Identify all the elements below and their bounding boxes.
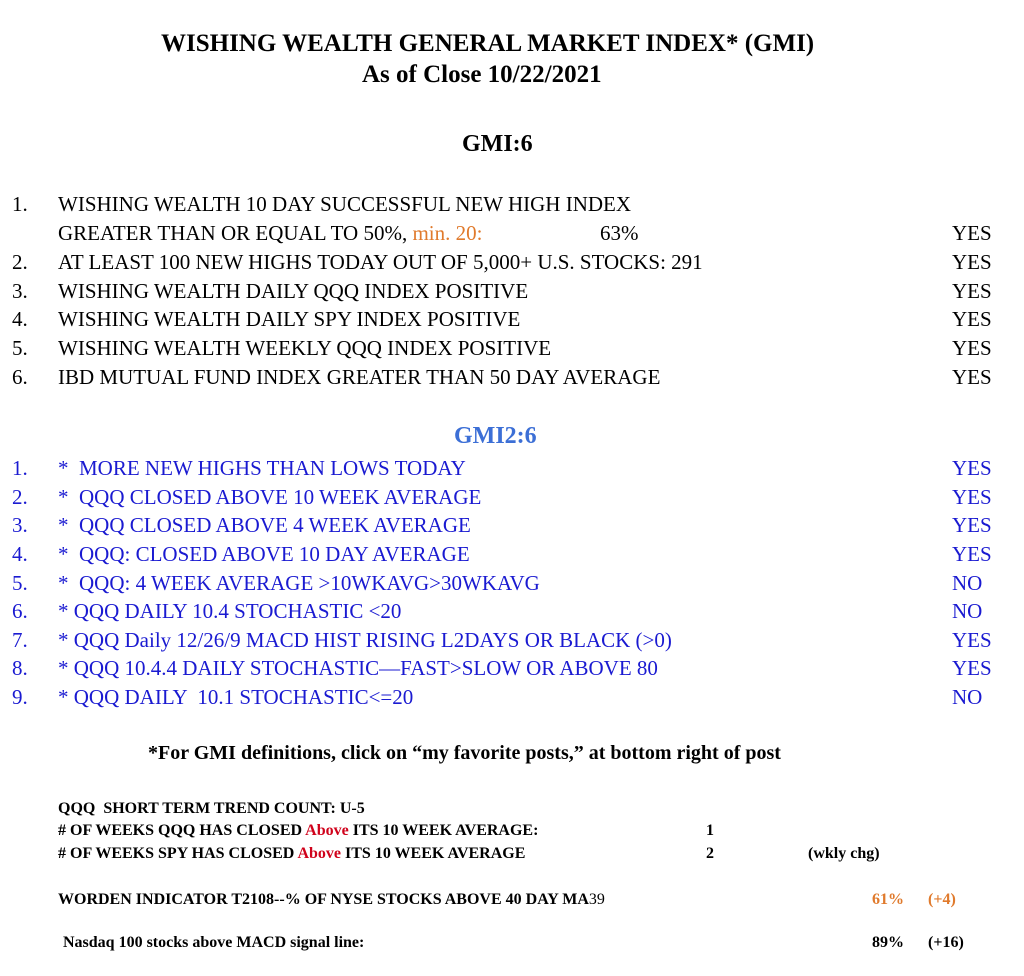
short-term-trend: QQQ SHORT TERM TREND COUNT: U-5 [58,800,365,817]
worden-label-main: WORDEN INDICATOR T2108--% OF NYSE STOCKS ABOVE 40 DAY MA [58,891,589,908]
gmi-item-answer: YES [952,336,992,360]
gmi-item-text: IBD MUTUAL FUND INDEX GREATER THAN 50 DAY AVERAGE [58,365,661,389]
gmi2-item-number: 8. [12,656,28,680]
gmi-item-text [58,221,482,246]
nasdaq-macd-change: (+16) [928,934,964,951]
gmi-item-number: 3. [12,279,28,303]
gmi2-item-number: 9. [12,685,28,709]
gmi-item-text: WISHING WEALTH WEEKLY QQQ INDEX POSITIVE [58,336,552,360]
spy-weeks-line [58,845,525,863]
gmi2-item-text: * QQQ: 4 WEEK AVERAGE >10WKAVG>30WKAVG [58,571,540,595]
gmi-item-number: 1. [12,192,28,216]
gmi2-item-answer: NO [952,685,983,709]
gmi2-item-number: 7. [12,628,28,652]
qqq-weeks-suffix: ITS 10 WEEK AVERAGE: [348,822,539,839]
nasdaq-macd-value: 89% [872,934,904,951]
gmi2-item-answer: YES [952,628,992,652]
gmi2-item-text: * MORE NEW HIGHS THAN LOWS TODAY [58,456,466,480]
qqq-weeks-prefix: # OF WEEKS QQQ HAS CLOSED [58,822,306,839]
gmi-item-text: WISHING WEALTH DAILY QQQ INDEX POSITIVE [58,279,529,303]
weekly-change-label: (wkly chg) [808,845,880,862]
gmi2-item-answer: YES [952,656,992,680]
gmi-item-value: 63% [600,221,639,245]
gmi-min-label: min. 20: [412,221,483,245]
gmi-item-answer: YES [952,279,992,303]
gmi-item-number: 5. [12,336,28,360]
spy-weeks-above: Above [297,845,342,862]
worden-change: (+4) [928,891,956,908]
gmi2-item-text: * QQQ DAILY 10.1 STOCHASTIC<=20 [58,685,414,709]
gmi-item-answer: YES [952,221,992,245]
definitions-note: *For GMI definitions, click on “my favorite posts,” at bottom right of post [148,742,781,764]
gmi-item-number: 2. [12,250,28,274]
worden-value: 61% [872,891,904,908]
gmi2-item-text: * QQQ Daily 12/26/9 MACD HIST RISING L2DAYS OR BLACK (>0) [58,628,672,652]
spy-weeks-suffix: ITS 10 WEEK AVERAGE [341,845,526,862]
spy-weeks-value: 2 [706,845,714,862]
gmi2-item-answer: YES [952,542,992,566]
gmi-item-text-main: GREATER THAN OR EQUAL TO 50%, [58,221,408,245]
qqq-weeks-line [58,822,538,840]
gmi2-heading: GMI2:6 [454,423,537,449]
gmi2-item-answer: YES [952,513,992,537]
gmi2-item-answer: NO [952,599,983,623]
gmi-item-text: AT LEAST 100 NEW HIGHS TODAY OUT OF 5,000+ U.S. STOCKS: 291 [58,250,703,274]
gmi2-item-number: 2. [12,485,28,509]
gmi2-item-text: * QQQ DAILY 10.4 STOCHASTIC <20 [58,599,402,623]
gmi2-item-number: 1. [12,456,28,480]
page-subtitle: As of Close 10/22/2021 [362,61,602,88]
worden-indicator-label [58,891,605,909]
qqq-weeks-value: 1 [706,822,714,839]
gmi-item-text: WISHING WEALTH 10 DAY SUCCESSFUL NEW HIGH INDEX [58,192,632,216]
gmi2-item-text: * QQQ 10.4.4 DAILY STOCHASTIC—FAST>SLOW OR ABOVE 80 [58,656,658,680]
gmi2-item-number: 3. [12,513,28,537]
gmi2-item-number: 4. [12,542,28,566]
worden-label-tail: 39 [588,891,605,908]
gmi-item-answer: YES [952,250,992,274]
gmi-item-answer: YES [952,365,992,389]
gmi-item-number: 6. [12,365,28,389]
gmi2-item-text: * QQQ CLOSED ABOVE 4 WEEK AVERAGE [58,513,471,537]
qqq-weeks-above: Above [305,822,349,839]
gmi-item-number: 4. [12,307,28,331]
gmi2-item-answer: NO [952,571,983,595]
gmi-heading: GMI:6 [462,131,533,157]
gmi-item-text: WISHING WEALTH DAILY SPY INDEX POSITIVE [58,307,521,331]
gmi2-item-text: * QQQ: CLOSED ABOVE 10 DAY AVERAGE [58,542,470,566]
gmi-item-answer: YES [952,307,992,331]
gmi2-item-text: * QQQ CLOSED ABOVE 10 WEEK AVERAGE [58,485,482,509]
page-title: WISHING WEALTH GENERAL MARKET INDEX* (GMI) [161,30,815,57]
nasdaq-macd-label: Nasdaq 100 stocks above MACD signal line: [63,934,365,951]
gmi2-item-number: 5. [12,571,28,595]
spy-weeks-prefix: # OF WEEKS SPY HAS CLOSED [58,845,298,862]
gmi2-item-answer: YES [952,456,992,480]
gmi2-item-answer: YES [952,485,992,509]
gmi2-item-number: 6. [12,599,28,623]
